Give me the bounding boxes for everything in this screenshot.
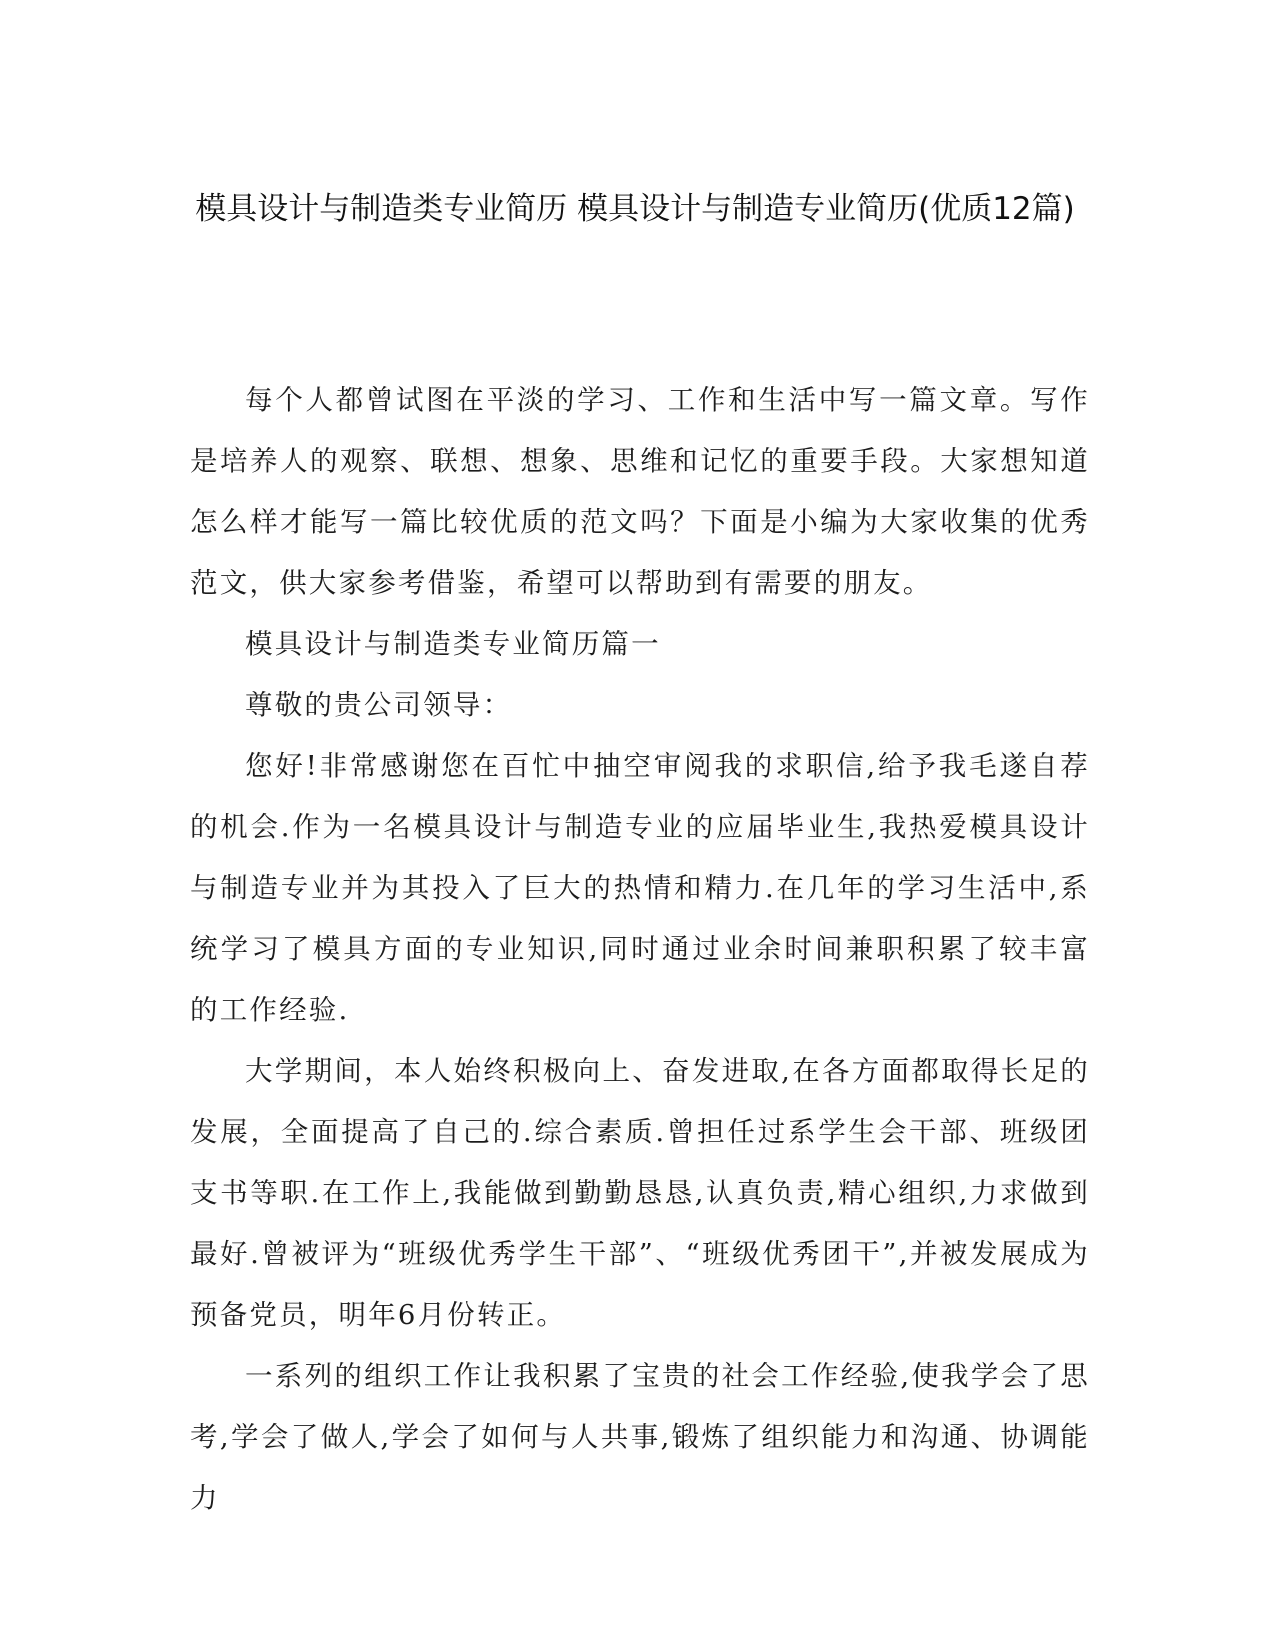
body-paragraph: 大学期间，本人始终积极向上、奋发进取,在各方面都取得长足的发展，全面提高了自己的.综合素质.曾担任过系学生会干部、班级团支书等职.在工作上,我能做到勤勤恳恳,认真负责,精心组织,力求做到最好.曾被评为“班级优秀学生干部”、“班级优秀团干”,并被发展成为预备党员，明年6月份转正。 — [190, 1055, 1090, 1331]
salutation: 尊敬的贵公司领导： — [245, 689, 513, 721]
body-paragraph: 您好!非常感谢您在百忙中抽空审阅我的求职信,给予我毛遂自荐的机会.作为一名模具设计与制造专业的应届毕业生,我热爱模具设计与制造专业并为其投入了巨大的热情和精力.在几年的学习生活中,系统学习了模具方面的专业知识,同时通过业余时间兼职积累了较丰富的工作经验. — [190, 750, 1090, 1026]
document-body — [190, 370, 1090, 1529]
intro-paragraph: 每个人都曾试图在平淡的学习、工作和生活中写一篇文章。写作是培养人的观察、联想、想象、思维和记忆的重要手段。大家想知道怎么样才能写一篇比较优质的范文吗？下面是小编为大家收集的优秀范文，供大家参考借鉴，希望可以帮助到有需要的朋友。 — [190, 384, 1090, 599]
body-paragraph: 一系列的组织工作让我积累了宝贵的社会工作经验,使我学会了思考,学会了做人,学会了如何与人共事,锻炼了组织能力和沟通、协调能力 — [190, 1360, 1090, 1514]
document-title: 模具设计与制造类专业简历 模具设计与制造专业简历(优质12篇) — [195, 191, 1075, 227]
section-heading: 模具设计与制造类专业简历篇一 — [245, 628, 661, 660]
